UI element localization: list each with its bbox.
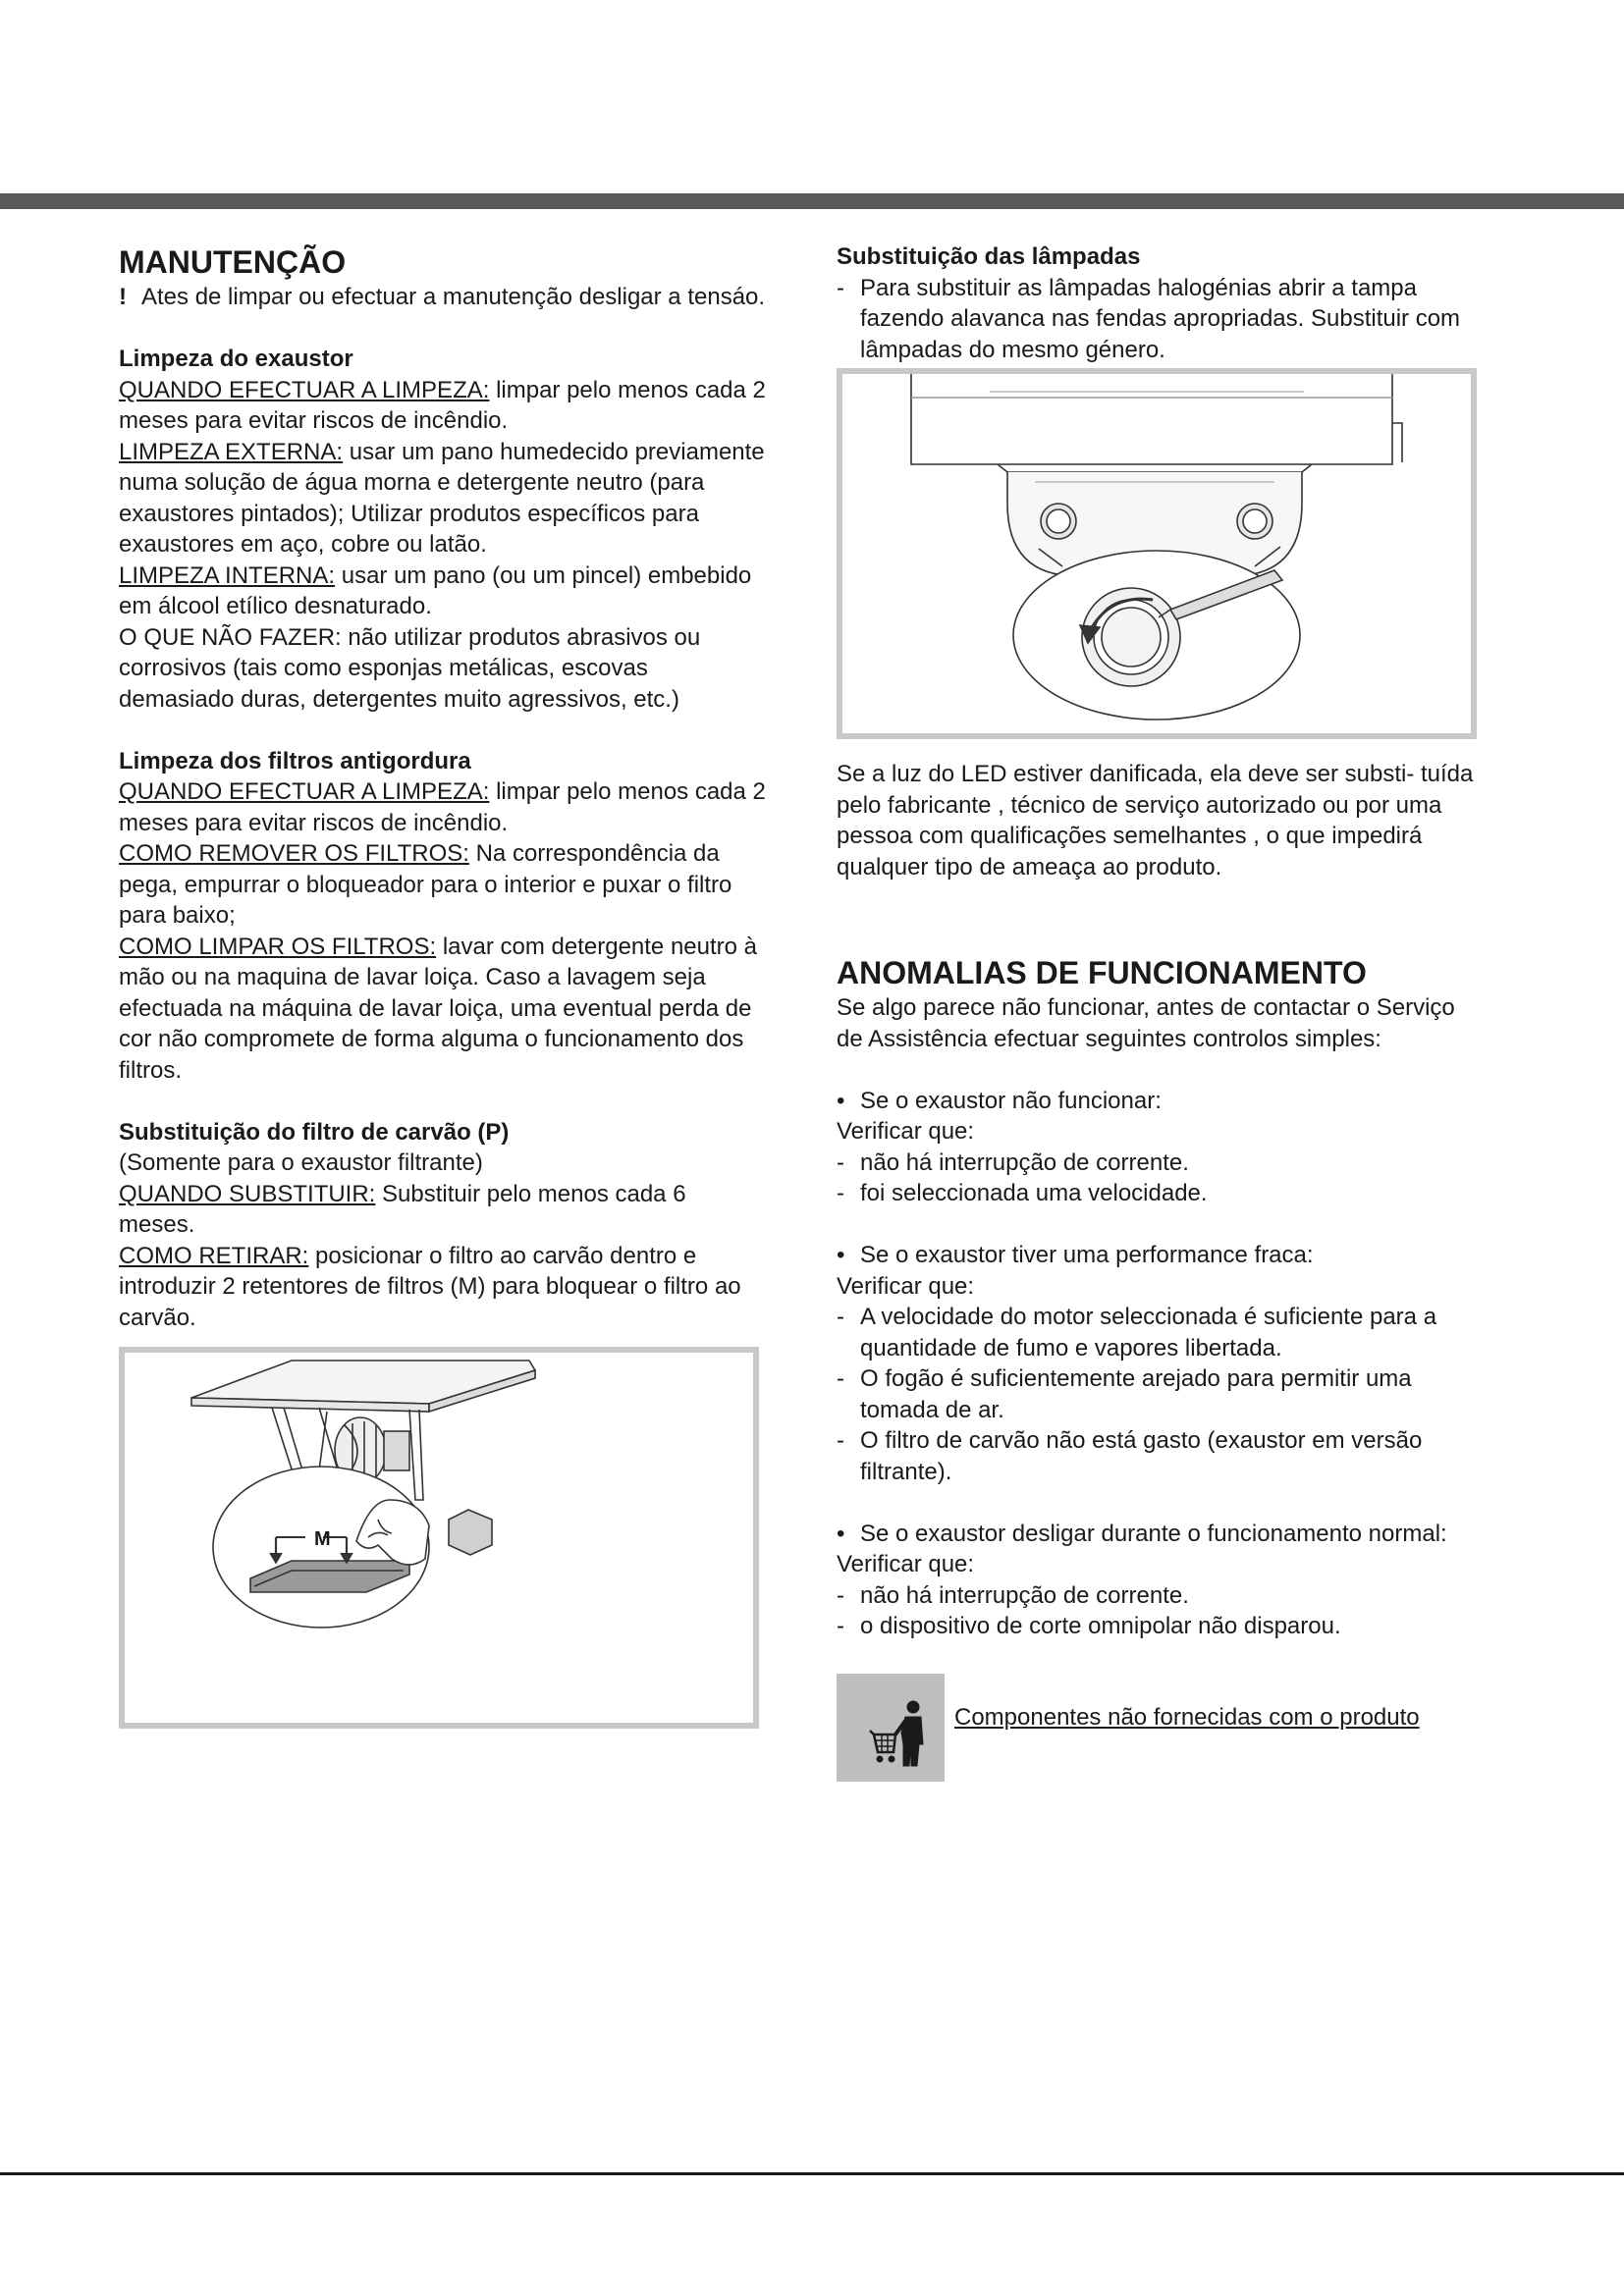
dash-mark: - xyxy=(837,1581,844,1609)
hood-cleaning-when-text: limpar pelo menos cada 2 meses para evitar riscos de incêndio. xyxy=(119,376,766,434)
trouble-case-1-check: Verificar que: xyxy=(837,1118,975,1145)
dash-mark: - xyxy=(837,1180,844,1206)
dash-mark: - xyxy=(837,1613,844,1639)
warning-text: Ates de limpar ou efectuar a manutenção desligar a tensáo. xyxy=(141,284,766,310)
grease-filters-when-label: QUANDO EFECTUAR A LIMPEZA: xyxy=(119,778,490,805)
trouble-case-3-item-text: não há interrupção de corrente. xyxy=(860,1581,1189,1609)
trouble-case-3-item-text: o dispositivo de corte omnipolar não disparou. xyxy=(860,1613,1341,1639)
trouble-case-2-item-text: A velocidade do motor seleccionada é suficiente para a quantidade de fumo e vapores libertada. xyxy=(860,1304,1437,1362)
maintenance-title: MANUTENÇÃO xyxy=(119,244,347,280)
trouble-case-3-item xyxy=(837,1611,1485,1642)
troubleshooting-intro: Se algo parece não funcionar, antes de contactar o Serviço de Assistência efectuar seguintes controlos simples: xyxy=(837,994,1455,1052)
trouble-case-1-item-text: foi seleccionada uma velocidade. xyxy=(860,1180,1208,1206)
carbon-filter-when xyxy=(119,1179,767,1241)
grease-filters-when xyxy=(119,776,767,838)
carbon-filter-subheading: (Somente para o exaustor filtrante) xyxy=(119,1149,483,1176)
carbon-filter-remove-label: COMO RETIRAR: xyxy=(119,1242,309,1269)
grease-filters-when-text: limpar pelo menos cada 2 meses para evitar riscos de incêndio. xyxy=(119,778,766,836)
dash-mark: - xyxy=(837,1427,844,1454)
hood-cleaning-external xyxy=(119,437,767,561)
retainer-m-label: M xyxy=(314,1528,331,1550)
trouble-case-2-check: Verificar que: xyxy=(837,1272,975,1300)
trouble-case-1-item xyxy=(837,1148,1485,1179)
bullet-mark: • xyxy=(837,1242,845,1268)
trouble-case-1-text: Se o exaustor não funcionar: xyxy=(860,1087,1162,1114)
left-column xyxy=(119,242,767,1729)
bullet-mark: • xyxy=(837,1087,845,1114)
grease-filters-remove xyxy=(119,838,767,932)
carbon-filter-remove xyxy=(119,1241,767,1334)
hood-cleaning-when xyxy=(119,375,767,437)
hood-cleaning-when-label: QUANDO EFECTUAR A LIMPEZA: xyxy=(119,376,490,403)
warning-note xyxy=(119,282,767,313)
warning-mark: ! xyxy=(119,284,127,310)
not-supplied-text: Componentes não fornecidas com o produto xyxy=(954,1703,1420,1731)
trouble-case-1 xyxy=(837,1086,1485,1117)
trouble-case-2-item-text: O fogão é suficientemente arejado para permitir uma tomada de ar. xyxy=(860,1365,1412,1423)
internal-cleaning-label: LIMPEZA INTERNA: xyxy=(119,561,336,589)
right-column xyxy=(837,241,1485,1782)
carbon-filter-illustration xyxy=(119,1347,759,1729)
bullet-mark: • xyxy=(837,1520,845,1547)
trouble-case-3-item xyxy=(837,1580,1485,1612)
not-supplied-note xyxy=(837,1674,1485,1782)
carbon-filter-when-label: QUANDO SUBSTITUIR: xyxy=(119,1180,376,1207)
lamp-drawing xyxy=(842,374,1471,733)
shopping-cart-person-icon xyxy=(837,1674,945,1782)
led-note: Se a luz do LED estiver danificada, ela deve ser substi- tuída pelo fabricante , técnico de serviço autorizado ou por uma pessoa com qualificações semelhantes , o que impedirá qualquer tipo de ameaça ao produto. xyxy=(837,761,1474,881)
remove-filters-label: COMO REMOVER OS FILTROS: xyxy=(119,840,469,867)
dash-mark: - xyxy=(837,1365,844,1392)
troubleshooting-title: ANOMALIAS DE FUNCIONAMENTO xyxy=(837,955,1367,990)
grease-filters-clean xyxy=(119,932,767,1087)
internal-cleaning-text: usar um pano (ou um pincel) embebido em álcool etílico desnaturado. xyxy=(119,561,752,619)
carbon-filter-when-text: Substituir pelo menos cada 6 meses. xyxy=(119,1180,686,1238)
lamp-instruction-text: Para substituir as lâmpadas halogénias abrir a tampa fazendo alavanca nas fendas apropriadas. Substituir com lâmpadas do mesmo género. xyxy=(860,274,1461,363)
hood-cleaning-internal xyxy=(119,561,767,622)
trouble-case-2-item-text: O filtro de carvão não está gasto (exaustor em versão filtrante). xyxy=(860,1427,1423,1485)
trouble-case-2-item xyxy=(837,1363,1485,1425)
dash-mark: - xyxy=(837,1304,844,1330)
trouble-case-3-check: Verificar que: xyxy=(837,1551,975,1577)
lamp-instruction xyxy=(837,273,1485,366)
remove-filters-text: Na correspondência da pega, empurrar o bloqueador para o interior e puxar o filtro para baixo; xyxy=(119,840,732,929)
clean-filters-label: COMO LIMPAR OS FILTROS: xyxy=(119,933,437,960)
header-bar xyxy=(0,193,1624,209)
lamp-dash: - xyxy=(837,274,844,301)
carbon-filter-remove-text: posicionar o filtro ao carvão dentro e introduzir 2 retentores de filtros (M) para bloquear o filtro ao carvão. xyxy=(119,1242,741,1331)
trouble-case-1-item xyxy=(837,1178,1485,1209)
trouble-case-2 xyxy=(837,1240,1485,1271)
trouble-case-2-item xyxy=(837,1302,1485,1363)
trouble-case-2-text: Se o exaustor tiver uma performance fraca: xyxy=(860,1242,1314,1268)
clean-filters-text: lavar com detergente neutro à mão ou na maquina de lavar loiça. Caso a lavagem seja efectuada na máquina de lavar loiça, uma eventual perda de cor não compromete de forma alguma o funcionamento dos filtros. xyxy=(119,933,758,1084)
external-cleaning-text: usar um pano humedecido previamente numa solução de água morna e detergente neutro (para exaustores pintados); Utilizar produtos específicos para exaustores em aço, cobre ou latão. xyxy=(119,438,765,558)
trouble-case-3 xyxy=(837,1519,1485,1550)
dash-mark: - xyxy=(837,1148,844,1176)
carbon-filter-drawing xyxy=(125,1353,753,1723)
lamp-replacement-illustration xyxy=(837,368,1477,739)
grease-filters-heading: Limpeza dos filtros antigordura xyxy=(119,747,471,774)
hood-cleaning-dont: O QUE NÃO FAZER: não utilizar produtos abrasivos ou corrosivos (tais como esponjas metálicas, escovas demasiado duras, detergentes muito agressivos, etc.) xyxy=(119,623,701,713)
trouble-case-1-item-text: não há interrupção de corrente. xyxy=(860,1148,1189,1176)
carbon-filter-heading: Substituição do filtro de carvão (P) xyxy=(119,1118,510,1146)
hood-cleaning-heading: Limpeza do exaustor xyxy=(119,346,353,372)
lamp-heading: Substituição das lâmpadas xyxy=(837,243,1141,270)
footer-rule xyxy=(0,2172,1624,2175)
trouble-case-2-item xyxy=(837,1425,1485,1487)
trouble-case-3-text: Se o exaustor desligar durante o funcionamento normal: xyxy=(860,1520,1447,1547)
external-cleaning-label: LIMPEZA EXTERNA: xyxy=(119,438,344,465)
